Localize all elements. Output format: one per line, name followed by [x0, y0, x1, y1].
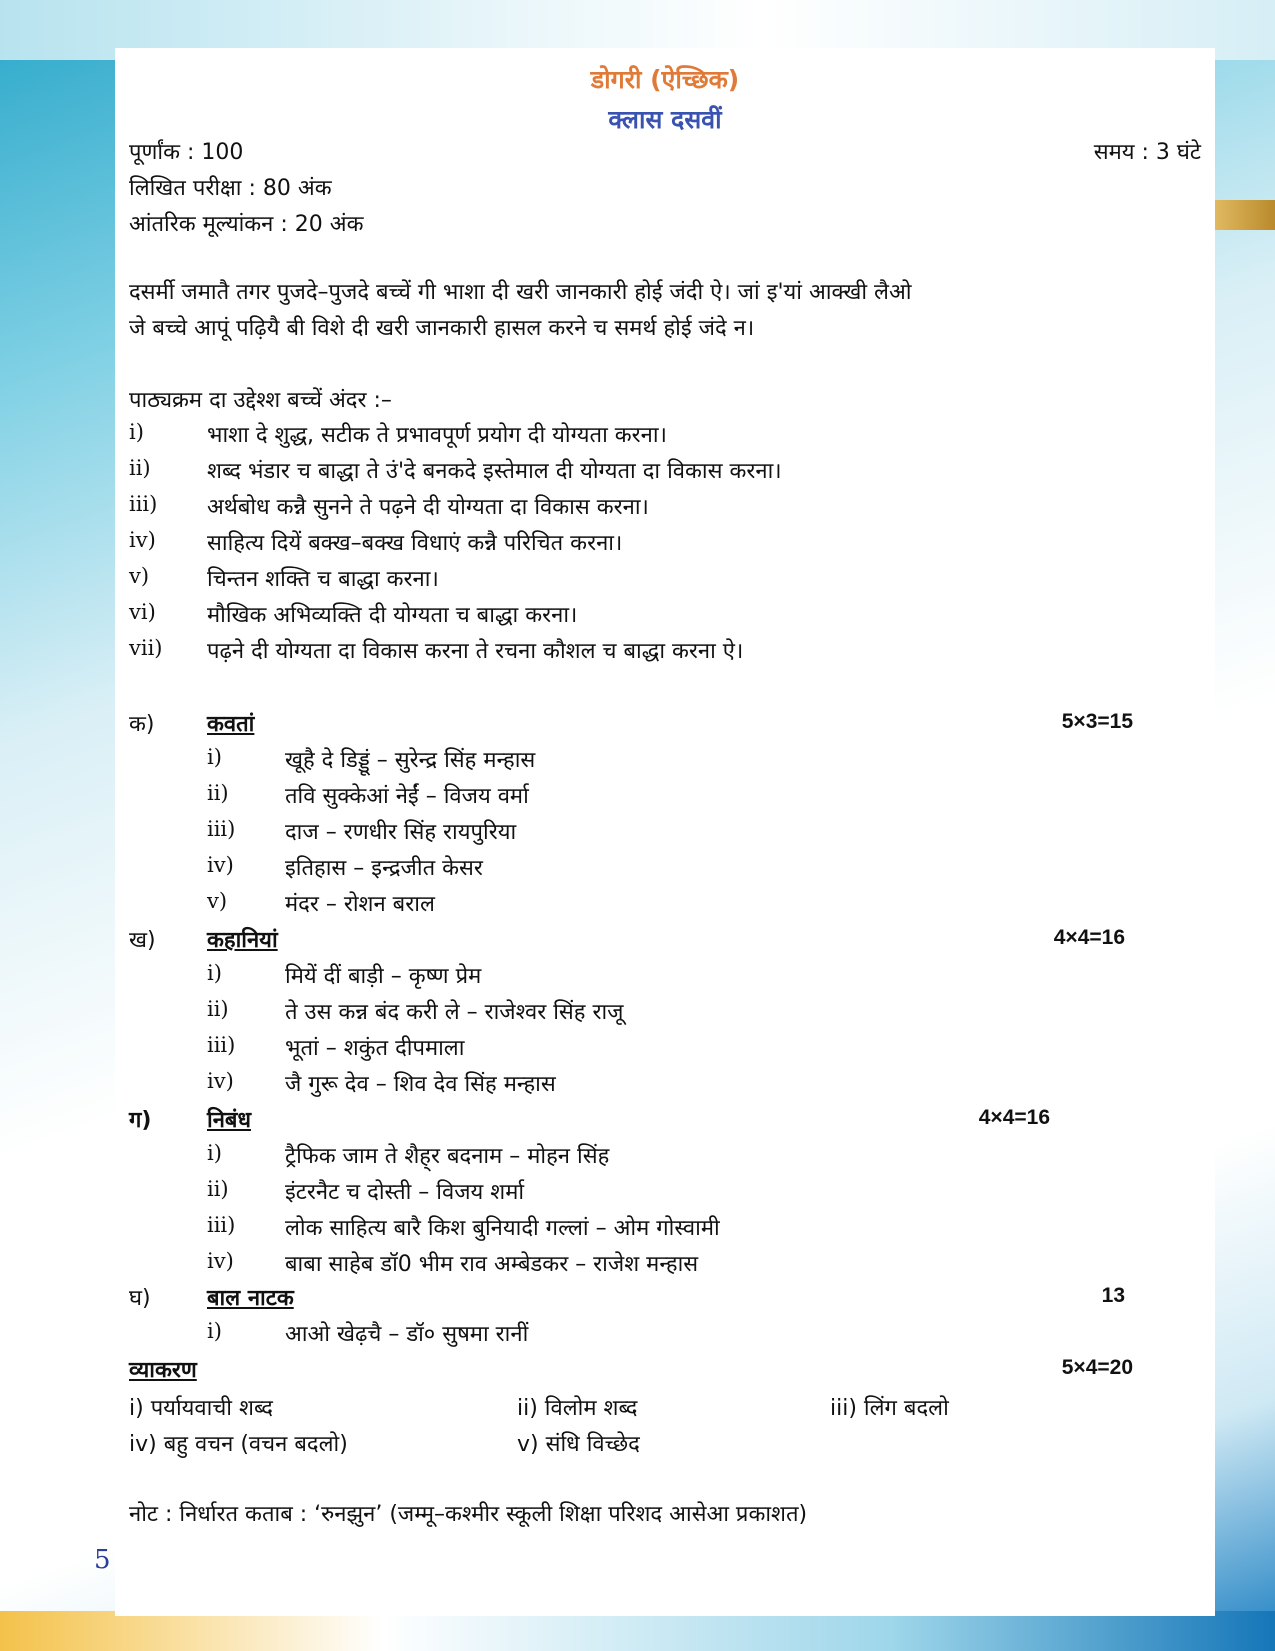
section-label: क): [129, 712, 155, 737]
list-item-number: v): [207, 889, 228, 913]
list-item: इंटरनैट च दोस्ती – विजय शर्मा: [285, 1180, 525, 1205]
objective-number: vii): [129, 636, 163, 660]
list-item: खूहै दे डिड्डूं – सुरेन्द्र सिंह मन्हास: [285, 748, 536, 773]
list-item: मियें दीं बाड़ी – कृष्ण प्रेम: [285, 964, 482, 989]
background-decoration-bottom: [0, 1611, 1275, 1651]
list-item: दाज – रणधीर सिंह रायपुरिया: [285, 820, 517, 845]
grammar-item: v) संधि विच्छेद: [517, 1432, 640, 1457]
list-item: ते उस कन्न बंद करी ले – राजेश्वर सिंह राजू: [285, 1000, 624, 1025]
intro-line-2: जे बच्चे आपूं पढ़ियै बी विशे दी खरी जानकारी हासल करने च समर्थ होई जंदे न।: [129, 316, 755, 341]
list-item-number: ii): [207, 1177, 229, 1201]
list-item: ट्रैफिक जाम ते शैह्‌र बदनाम – मोहन सिंह: [285, 1144, 610, 1169]
list-item: इतिहास – इन्द्रजीत केसर: [285, 856, 483, 881]
list-item: भूतां – शकुंत दीपमाला: [285, 1036, 465, 1061]
list-item-number: iv): [207, 853, 234, 877]
list-item: लोक साहित्य बारै किश बुनियादी गल्लां – ओम गोस्वामी: [285, 1216, 720, 1241]
section-title: बाल नाटक: [207, 1286, 294, 1311]
objective-number: ii): [129, 456, 151, 480]
objective-text: अर्थबोध कन्नै सुनने ते पढ़ने दी योग्यता दा विकास करना।: [207, 495, 649, 520]
list-item-number: i): [207, 1141, 222, 1165]
section-marks: 13: [1101, 1284, 1125, 1307]
list-item-number: iv): [207, 1069, 234, 1093]
list-item: तवि सुक्केआं नेईं – विजय वर्मा: [285, 784, 529, 809]
page-number: 5: [94, 1545, 111, 1575]
list-item-number: i): [207, 961, 222, 985]
intro-line-1: दसर्मी जमातै तगर पुजदे–पुजदे बच्चें गी भाशा दी खरी जानकारी होई जंदी ऐ। जां इ'यां आक्खी लैओ: [129, 280, 912, 305]
section-marks: 5×3=15: [1061, 710, 1133, 733]
list-item-number: iii): [207, 817, 236, 841]
section-title: कहानियां: [207, 928, 278, 953]
textbook-note: नोट : निर्धारत कताब : ‘रुनझुन’ (जम्मू–कश्मीर स्कूली शिक्षा परिशद आसेआ प्रकाशत): [129, 1502, 808, 1527]
list-item-number: iv): [207, 1249, 234, 1273]
objective-number: i): [129, 420, 144, 444]
written-exam-marks: लिखित परीक्षा : 80 अंक: [129, 176, 332, 201]
list-item: बाबा साहेब डॉ0 भीम राव अम्बेडकर – राजेश मन्हास: [285, 1252, 699, 1277]
section-marks: 5×4=20: [1061, 1356, 1133, 1379]
section-marks: 4×4=16: [1053, 926, 1125, 949]
document-page: [115, 48, 1215, 1616]
objective-number: v): [129, 564, 150, 588]
grammar-item: i) पर्यायवाची शब्द: [129, 1396, 273, 1421]
objectives-heading: पाठ्यक्रम दा उद्देश्श बच्चें अंदर :–: [129, 388, 392, 413]
objective-number: iii): [129, 492, 158, 516]
objective-number: iv): [129, 528, 156, 552]
section-title: कवतां: [207, 712, 255, 737]
objective-text: साहित्य दियें बक्ख–बक्ख विधाएं कन्नै परिचित करना।: [207, 531, 623, 556]
grammar-item: iv) बहु वचन (वचन बदलो): [129, 1432, 348, 1457]
list-item: जै गुरू देव – शिव देव सिंह मन्हास: [285, 1072, 556, 1097]
objective-text: चिन्तन शक्ति च बाद्धा करना।: [207, 567, 439, 592]
list-item-number: i): [207, 1319, 222, 1343]
list-item-number: iii): [207, 1033, 236, 1057]
section-marks: 4×4=16: [978, 1106, 1050, 1129]
background-decoration-gold: [1205, 200, 1275, 230]
section-title: निबंध: [207, 1108, 252, 1133]
objective-number: vi): [129, 600, 156, 624]
section-label: ग): [129, 1108, 152, 1133]
document-title: डोगरी (ऐच्छिक): [590, 65, 740, 94]
list-item: आओ खेढ़चै – डॉ० सुषमा रानीं: [285, 1322, 529, 1347]
list-item-number: ii): [207, 781, 229, 805]
grammar-item: iii) लिंग बदलो: [830, 1396, 949, 1421]
list-item-number: i): [207, 745, 222, 769]
full-marks: पूर्णांक : 100: [129, 140, 244, 165]
section-label: ख): [129, 928, 156, 953]
list-item: मंदर – रोशन बराल: [285, 892, 435, 917]
list-item-number: iii): [207, 1213, 236, 1237]
document-subtitle: क्लास दसवीं: [608, 105, 722, 134]
internal-assessment-marks: आंतरिक मूल्यांकन : 20 अंक: [129, 212, 364, 237]
objective-text: मौखिक अभिव्यक्ति दी योग्यता च बाद्धा करना।: [207, 603, 578, 628]
objective-text: पढ़ने दी योग्यता दा विकास करना ते रचना कौशल च बाद्धा करना ऐ।: [207, 639, 744, 664]
grammar-item: ii) विलोम शब्द: [517, 1396, 638, 1421]
section-label: घ): [129, 1286, 151, 1311]
exam-time: समय : 3 घंटे: [1093, 140, 1201, 165]
section-title: व्याकरण: [129, 1358, 197, 1383]
objective-text: शब्द भंडार च बाद्धा ते उं'दे बनकदे इस्तेमाल दी योग्यता दा विकास करना।: [207, 459, 782, 484]
list-item-number: ii): [207, 997, 229, 1021]
objective-text: भाशा दे शुद्ध, सटीक ते प्रभावपूर्ण प्रयोग दी योग्यता करना।: [207, 423, 667, 448]
